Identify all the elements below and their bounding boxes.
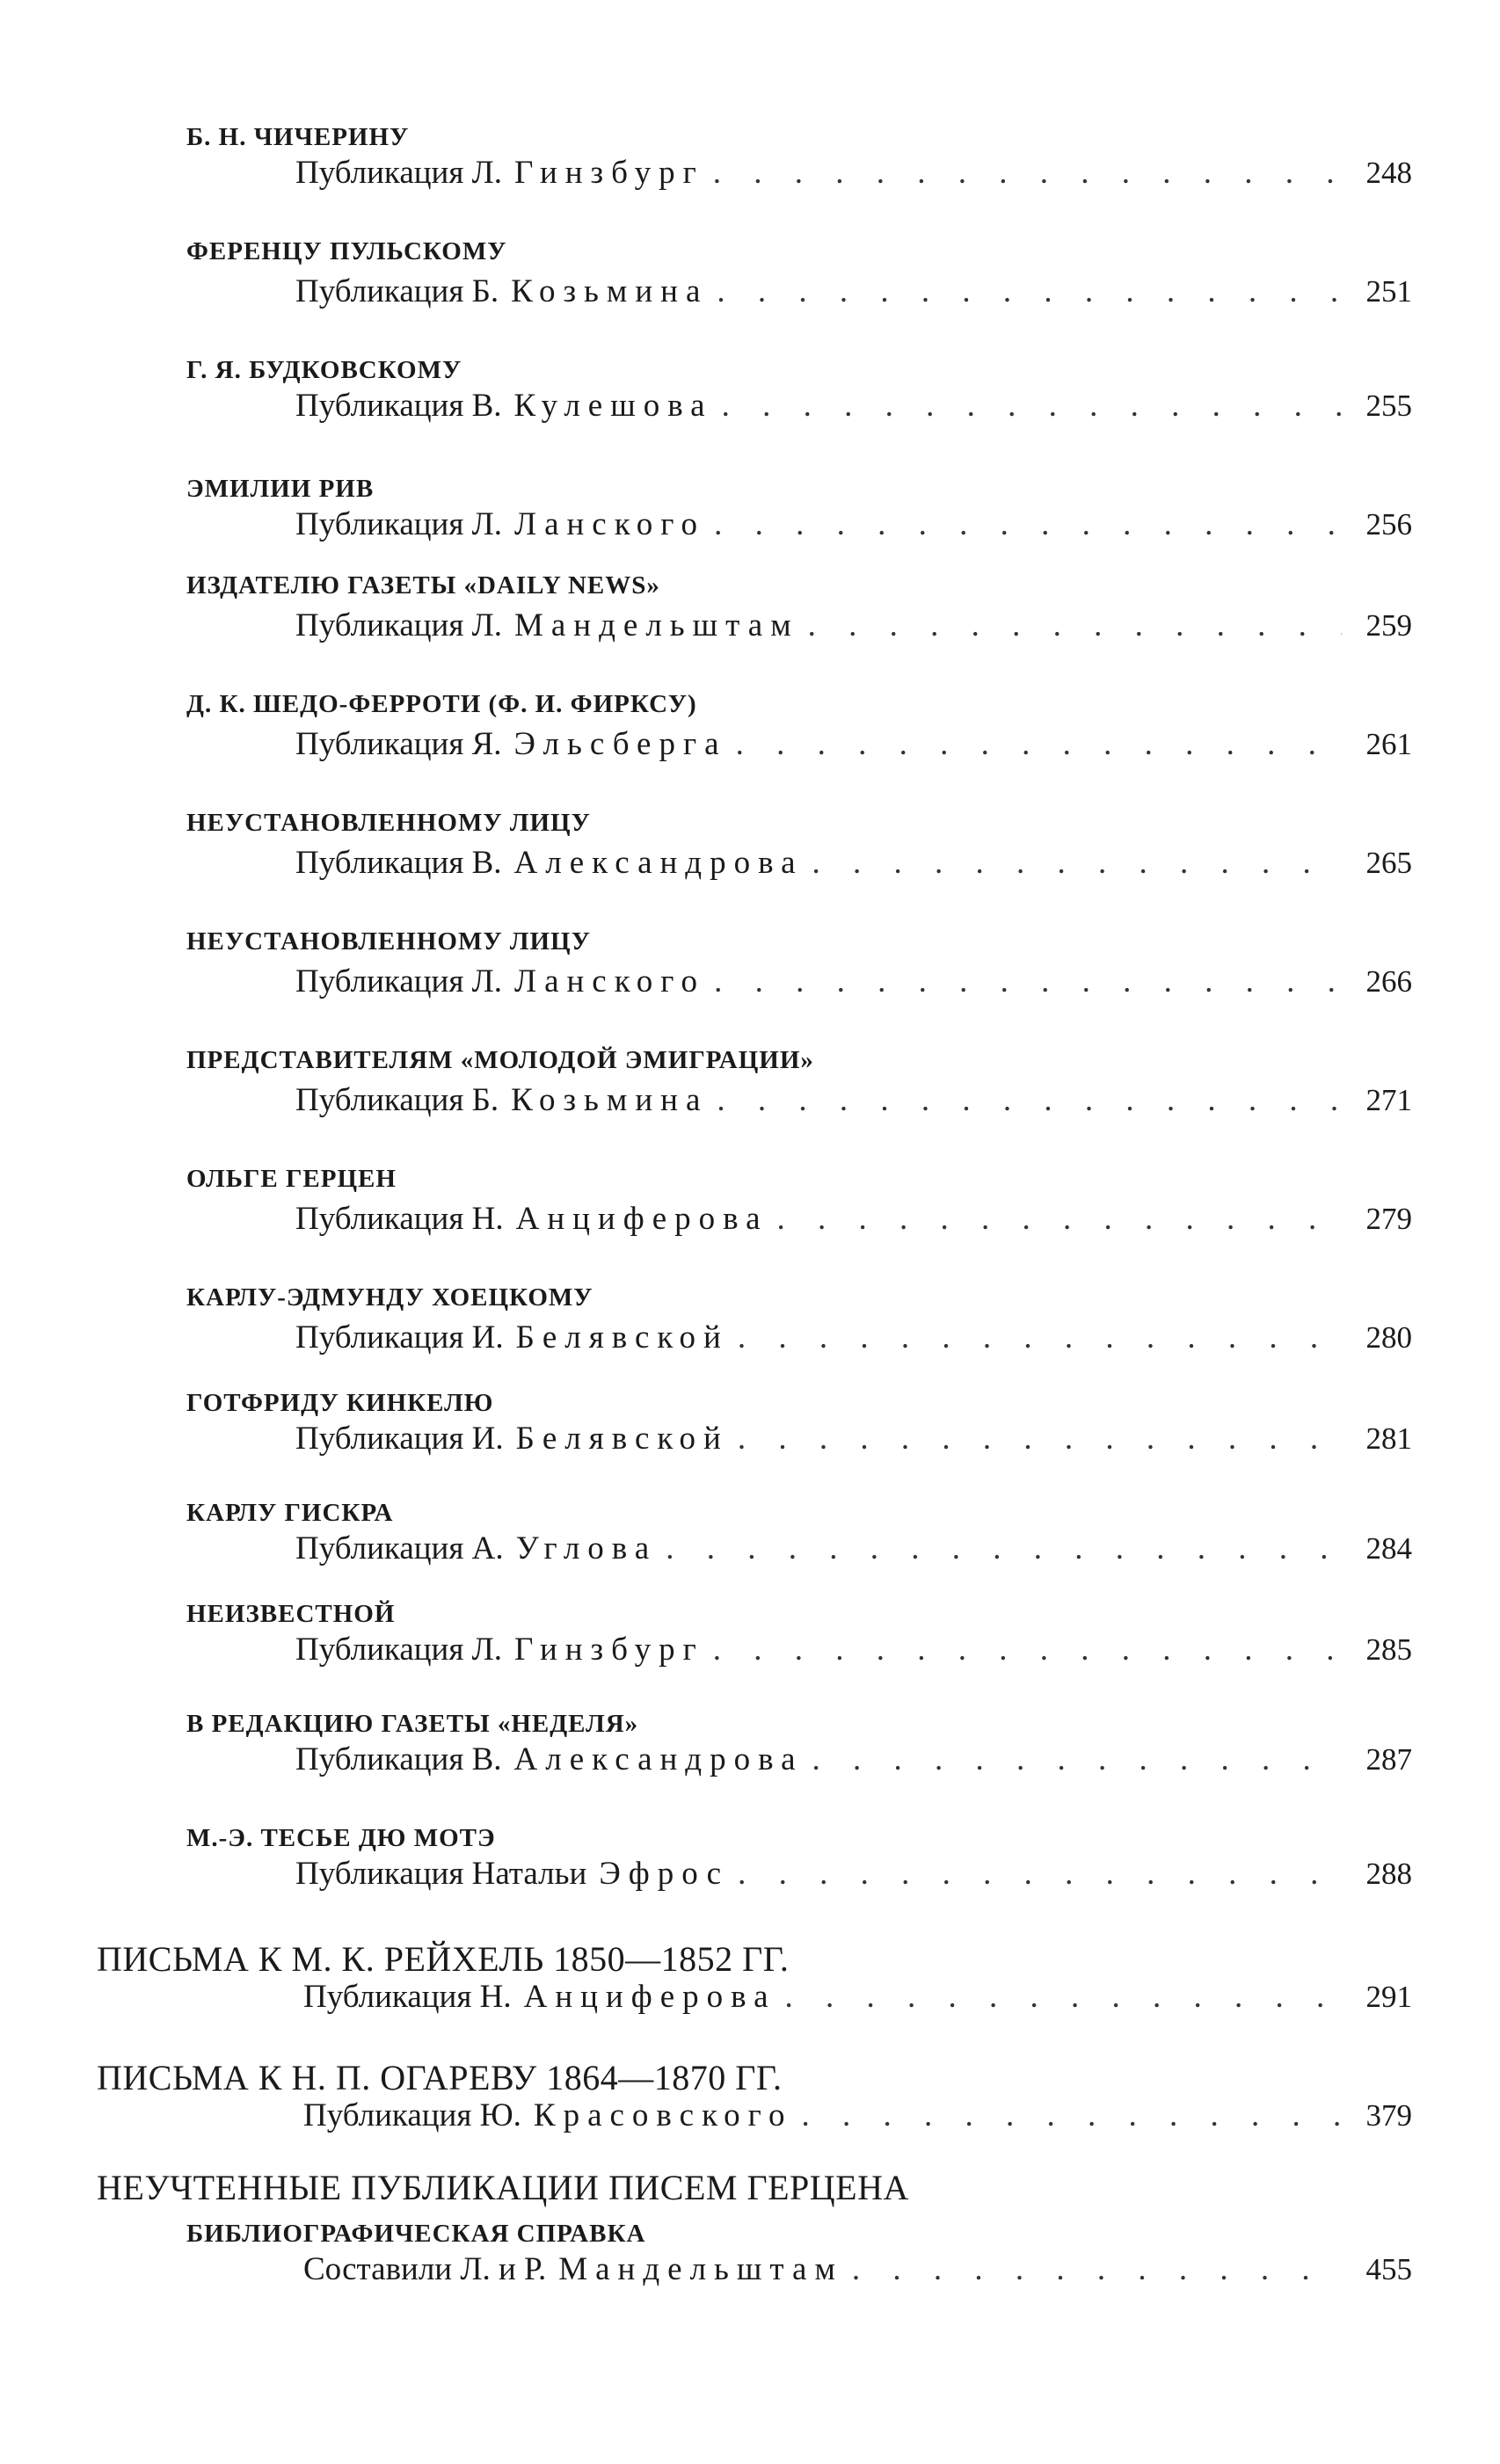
publisher-name: Мандельштам (513, 607, 799, 643)
publisher-name: Александрова (513, 1741, 804, 1777)
publication-credit (295, 154, 704, 192)
dot-leader (714, 505, 1342, 543)
publication-line (295, 1631, 1412, 1671)
publication-line (303, 2097, 1412, 2137)
publication-credit (295, 607, 799, 644)
publication-prefix: Публикация Л. (295, 1632, 502, 1668)
publication-credit (295, 1855, 729, 1893)
page-number: 284 (1365, 1531, 1412, 1566)
publication-line (295, 1420, 1412, 1460)
dot-leader (738, 1855, 1342, 1893)
publisher-name: Ланского (513, 963, 706, 999)
publisher-name: Анциферова (515, 1201, 768, 1237)
publisher-name: Красовского (533, 2097, 793, 2133)
publication-line (295, 1200, 1412, 1240)
publisher-name: Гинзбург (513, 155, 704, 191)
publication-prefix: Публикация Натальи (295, 1856, 587, 1892)
page-number: 255 (1365, 389, 1412, 423)
publisher-name: Гинзбург (513, 1632, 704, 1668)
page-number: 259 (1365, 608, 1412, 643)
section-heading: ПИСЬМА К Н. П. ОГАРЕВУ 1864—1870 ГГ. (97, 2058, 783, 2097)
publication-credit (295, 505, 705, 543)
section-subheading: БИБЛИОГРАФИЧЕСКАЯ СПРАВКА (186, 2220, 646, 2248)
publication-line (295, 505, 1412, 546)
entry-heading: ФЕРЕНЦУ ПУЛЬСКОМУ (186, 237, 507, 265)
publication-line (295, 387, 1412, 427)
publication-prefix: Публикация Л. (295, 155, 502, 191)
dot-leader (812, 1741, 1342, 1778)
entry-heading: НЕИЗВЕСТНОЙ (186, 1600, 396, 1628)
page-number: 271 (1365, 1083, 1412, 1117)
entry-heading: ИЗДАТЕЛЮ ГАЗЕТЫ «DAILY NEWS» (186, 571, 660, 600)
page-number: 279 (1365, 1202, 1412, 1236)
entry-heading: ГОТФРИДУ КИНКЕЛЮ (186, 1389, 494, 1417)
page-number: 285 (1365, 1632, 1412, 1667)
publication-line (295, 844, 1412, 884)
publication-line (295, 1741, 1412, 1781)
entry-heading: М.-Э. ТЕСЬЕ ДЮ МОТЭ (186, 1824, 496, 1852)
page-number: 248 (1365, 156, 1412, 190)
publication-prefix: Публикация Б. (295, 1082, 499, 1118)
page-number: 291 (1365, 1980, 1412, 2014)
publication-prefix: Составили Л. и Р. (303, 2251, 547, 2287)
entry-heading: НЕУСТАНОВЛЕННОМУ ЛИЦУ (186, 927, 591, 956)
publisher-name: Углова (515, 1530, 658, 1566)
publication-credit (303, 1978, 776, 2016)
page-number: 288 (1365, 1857, 1412, 1891)
entry-heading: ОЛЬГЕ ГЕРЦЕН (186, 1165, 397, 1193)
page-number: 256 (1365, 507, 1412, 541)
section-heading: НЕУЧТЕННЫЕ ПУБЛИКАЦИИ ПИСЕМ ГЕРЦЕНА (97, 2168, 909, 2207)
entry-heading: В РЕДАКЦИЮ ГАЗЕТЫ «НЕДЕЛЯ» (186, 1710, 639, 1738)
publication-prefix: Публикация А. (295, 1530, 504, 1566)
dot-leader (812, 844, 1342, 882)
dot-leader (785, 1978, 1342, 2016)
publisher-name: Белявской (515, 1421, 729, 1457)
publication-prefix: Публикация Ю. (303, 2097, 521, 2133)
page-number: 251 (1365, 274, 1412, 309)
publication-line (295, 1855, 1412, 1895)
publication-credit (303, 2097, 792, 2134)
publication-prefix: Публикация Н. (295, 1201, 504, 1237)
dot-leader (777, 1200, 1342, 1238)
publication-line (295, 1081, 1412, 1122)
dot-leader (714, 963, 1342, 1000)
publication-prefix: Публикация Н. (303, 1979, 512, 2015)
publisher-name: Мандельштам (558, 2251, 843, 2287)
publication-line (295, 725, 1412, 766)
publication-credit (295, 1319, 729, 1356)
entry-heading: КАРЛУ ГИСКРА (186, 1499, 394, 1527)
publisher-name: Эфрос (599, 1856, 730, 1892)
publication-prefix: Публикация Л. (295, 506, 502, 542)
dot-leader (666, 1530, 1342, 1567)
publication-credit (295, 387, 713, 425)
publication-line (295, 1530, 1412, 1570)
publication-prefix: Публикация Л. (295, 963, 502, 999)
publication-line (295, 607, 1412, 647)
publication-prefix: Публикация В. (295, 388, 502, 424)
page-number: 261 (1365, 727, 1412, 761)
publisher-name: Кулешова (513, 388, 713, 424)
entry-heading: Г. Я. БУДКОВСКОМУ (186, 356, 462, 384)
publication-line (295, 154, 1412, 194)
page-number: 287 (1365, 1742, 1412, 1777)
dot-leader (717, 1081, 1342, 1119)
dot-leader (852, 2250, 1342, 2288)
dot-leader (713, 1631, 1342, 1668)
page-number: 455 (1365, 2252, 1412, 2286)
publisher-name: Ланского (513, 506, 706, 542)
dot-leader (717, 273, 1342, 310)
publication-prefix: Публикация Л. (295, 607, 502, 643)
publication-line (303, 2250, 1412, 2291)
publication-credit (295, 844, 804, 882)
dot-leader (736, 725, 1342, 763)
publisher-name: Анциферова (523, 1979, 776, 2015)
publication-credit (295, 1631, 704, 1668)
page-number: 265 (1365, 846, 1412, 880)
page-number: 266 (1365, 964, 1412, 999)
publication-credit (295, 1530, 657, 1567)
dot-leader (801, 2097, 1342, 2134)
dot-leader (713, 154, 1342, 192)
publication-credit (295, 1741, 804, 1778)
publication-prefix: Публикация В. (295, 845, 502, 881)
publisher-name: Белявской (515, 1319, 729, 1356)
publication-credit (295, 725, 727, 763)
publication-line (295, 963, 1412, 1003)
section-heading: ПИСЬМА К М. К. РЕЙХЕЛЬ 1850—1852 ГГ. (97, 1939, 790, 1979)
publication-credit (295, 1081, 708, 1119)
page-number: 280 (1365, 1320, 1412, 1355)
publisher-name: Козьмина (511, 1082, 709, 1118)
publication-prefix: Публикация Я. (295, 726, 502, 762)
entry-heading: ПРЕДСТАВИТЕЛЯМ «МОЛОДОЙ ЭМИГРАЦИИ» (186, 1046, 814, 1074)
publication-line (295, 273, 1412, 313)
entry-heading: Д. К. ШЕДО-ФЕРРОТИ (Ф. И. ФИРКСУ) (186, 690, 697, 718)
entry-heading: НЕУСТАНОВЛЕННОМУ ЛИЦУ (186, 809, 591, 837)
publication-prefix: Публикация И. (295, 1319, 504, 1356)
entry-heading: Б. Н. ЧИЧЕРИНУ (186, 123, 410, 151)
publication-prefix: Публикация В. (295, 1741, 502, 1777)
entry-heading: КАРЛУ-ЭДМУНДУ ХОЕЦКОМУ (186, 1283, 593, 1312)
entry-heading: ЭМИЛИИ РИВ (186, 475, 375, 503)
publisher-name: Эльсберга (513, 726, 727, 762)
dot-leader (808, 607, 1342, 644)
dot-leader (722, 387, 1342, 425)
publication-line (295, 1319, 1412, 1359)
publication-credit (295, 963, 705, 1000)
publication-credit (295, 273, 708, 310)
publisher-name: Козьмина (511, 273, 709, 309)
publication-credit (303, 2250, 843, 2288)
dot-leader (738, 1420, 1342, 1457)
page-number: 379 (1365, 2098, 1412, 2133)
publisher-name: Александрова (513, 845, 804, 881)
publication-line (303, 1978, 1412, 2018)
publication-prefix: Публикация Б. (295, 273, 499, 309)
dot-leader (738, 1319, 1342, 1356)
page-number: 281 (1365, 1421, 1412, 1456)
publication-credit (295, 1420, 729, 1457)
publication-prefix: Публикация И. (295, 1421, 504, 1457)
publication-credit (295, 1200, 768, 1238)
